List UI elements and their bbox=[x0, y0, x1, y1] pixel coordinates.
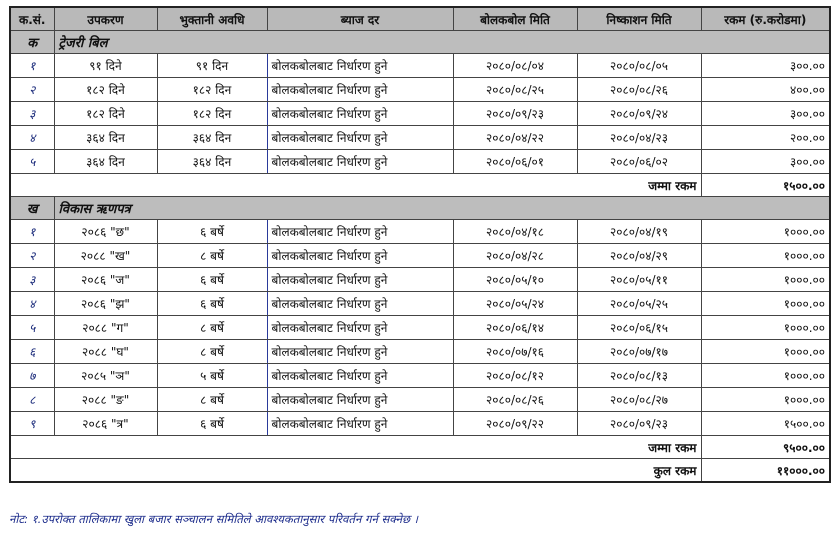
cell-term: ३६४ दिन bbox=[157, 150, 267, 174]
cell-term: ६ बर्षे bbox=[157, 292, 267, 316]
cell-auction-date: २०८०/०५/२४ bbox=[453, 292, 577, 316]
cell-term: ८ बर्षे bbox=[157, 244, 267, 268]
table-row bbox=[10, 388, 830, 412]
cell-interest-rate: बोलकबोलबाट निर्धारण हुने bbox=[267, 150, 453, 174]
table-row bbox=[10, 150, 830, 174]
cell-interest-rate: बोलकबोलबाट निर्धारण हुने bbox=[267, 244, 453, 268]
section-code: क bbox=[10, 31, 54, 54]
cell-interest-rate: बोलकबोलबाट निर्धारण हुने bbox=[267, 340, 453, 364]
cell-sn: २ bbox=[10, 244, 54, 268]
cell-term: ८ बर्षे bbox=[157, 388, 267, 412]
section-header-row bbox=[10, 31, 830, 54]
cell-instrument: २०८६ "त्र" bbox=[54, 412, 157, 436]
cell-amount: १०००.०० bbox=[701, 268, 830, 292]
cell-auction-date: २०८०/०४/२८ bbox=[453, 244, 577, 268]
section-code: ख bbox=[10, 197, 54, 220]
cell-sn: ४ bbox=[10, 292, 54, 316]
cell-term: १८२ दिन bbox=[157, 78, 267, 102]
table-row bbox=[10, 102, 830, 126]
cell-interest-rate: बोलकबोलबाट निर्धारण हुने bbox=[267, 220, 453, 244]
cell-issue-date: २०८०/०९/२४ bbox=[577, 102, 701, 126]
cell-interest-rate: बोलकबोलबाट निर्धारण हुने bbox=[267, 102, 453, 126]
cell-term: ५ बर्षे bbox=[157, 364, 267, 388]
cell-instrument: २०८८ "ङ" bbox=[54, 388, 157, 412]
cell-issue-date: २०८०/०४/२३ bbox=[577, 126, 701, 150]
cell-auction-date: २०८०/०६/१४ bbox=[453, 316, 577, 340]
cell-sn: ३ bbox=[10, 268, 54, 292]
table-row bbox=[10, 316, 830, 340]
cell-sn: ७ bbox=[10, 364, 54, 388]
grand-total-amount: ११०००.०० bbox=[701, 459, 830, 483]
cell-auction-date: २०८०/०५/१० bbox=[453, 268, 577, 292]
cell-sn: ९ bbox=[10, 412, 54, 436]
cell-amount: १०००.०० bbox=[701, 340, 830, 364]
cell-instrument: ३६४ दिन bbox=[54, 126, 157, 150]
cell-interest-rate: बोलकबोलबाट निर्धारण हुने bbox=[267, 316, 453, 340]
grand-total-row bbox=[10, 459, 830, 483]
header-row bbox=[10, 7, 830, 31]
cell-auction-date: २०८०/०४/१८ bbox=[453, 220, 577, 244]
cell-sn: ३ bbox=[10, 102, 54, 126]
cell-amount: ४००.०० bbox=[701, 78, 830, 102]
cell-sn: ५ bbox=[10, 150, 54, 174]
cell-term: १८२ दिन bbox=[157, 102, 267, 126]
cell-term: ३६४ दिन bbox=[157, 126, 267, 150]
auction-schedule-table bbox=[9, 6, 831, 483]
table-row bbox=[10, 340, 830, 364]
cell-instrument: २०८६ "ज" bbox=[54, 268, 157, 292]
cell-auction-date: २०८०/०९/२३ bbox=[453, 102, 577, 126]
cell-interest-rate: बोलकबोलबाट निर्धारण हुने bbox=[267, 388, 453, 412]
cell-issue-date: २०८०/०४/१९ bbox=[577, 220, 701, 244]
cell-issue-date: २०८०/०६/१५ bbox=[577, 316, 701, 340]
cell-amount: १०००.०० bbox=[701, 220, 830, 244]
cell-instrument: २०८८ "घ" bbox=[54, 340, 157, 364]
cell-instrument: १८२ दिने bbox=[54, 78, 157, 102]
subtotal-amount: १५००.०० bbox=[701, 174, 830, 197]
cell-amount: ३००.०० bbox=[701, 150, 830, 174]
cell-amount: १०००.०० bbox=[701, 364, 830, 388]
cell-issue-date: २०८०/०८/१३ bbox=[577, 364, 701, 388]
subtotal-row bbox=[10, 436, 830, 459]
cell-sn: ८ bbox=[10, 388, 54, 412]
cell-auction-date: २०८०/०६/०१ bbox=[453, 150, 577, 174]
cell-issue-date: २०८०/०५/२५ bbox=[577, 292, 701, 316]
cell-amount: १०००.०० bbox=[701, 388, 830, 412]
table-row bbox=[10, 292, 830, 316]
subtotal-label: जम्मा रकम bbox=[10, 436, 701, 459]
cell-amount: १०००.०० bbox=[701, 292, 830, 316]
cell-term: ८ बर्षे bbox=[157, 316, 267, 340]
header-auction-date: बोलकबोल मिति bbox=[453, 7, 577, 31]
cell-instrument: ३६४ दिन bbox=[54, 150, 157, 174]
cell-interest-rate: बोलकबोलबाट निर्धारण हुने bbox=[267, 292, 453, 316]
cell-term: ६ बर्षे bbox=[157, 412, 267, 436]
table-row bbox=[10, 412, 830, 436]
grand-total-label: कुल रकम bbox=[10, 459, 701, 483]
table-row bbox=[10, 364, 830, 388]
header-sn: क.सं. bbox=[10, 7, 54, 31]
cell-instrument: २०८६ "छ" bbox=[54, 220, 157, 244]
cell-interest-rate: बोलकबोलबाट निर्धारण हुने bbox=[267, 364, 453, 388]
cell-instrument: २०८५ "ञ" bbox=[54, 364, 157, 388]
cell-amount: २००.०० bbox=[701, 126, 830, 150]
cell-amount: ३००.०० bbox=[701, 102, 830, 126]
header-amount: रकम (रु.करोडमा) bbox=[701, 7, 830, 31]
cell-instrument: २०८६ "झ" bbox=[54, 292, 157, 316]
section-title: ट्रेजरी बिल bbox=[54, 31, 830, 54]
cell-sn: १ bbox=[10, 220, 54, 244]
cell-instrument: २०८८ "ख" bbox=[54, 244, 157, 268]
header-instrument: उपकरण bbox=[54, 7, 157, 31]
subtotal-row bbox=[10, 174, 830, 197]
cell-interest-rate: बोलकबोलबाट निर्धारण हुने bbox=[267, 126, 453, 150]
table-row bbox=[10, 54, 830, 78]
subtotal-label: जम्मा रकम bbox=[10, 174, 701, 197]
cell-issue-date: २०८०/०६/०२ bbox=[577, 150, 701, 174]
cell-sn: २ bbox=[10, 78, 54, 102]
cell-term: ९१ दिन bbox=[157, 54, 267, 78]
section-title: विकास ऋणपत्र bbox=[54, 197, 830, 220]
table-row bbox=[10, 126, 830, 150]
cell-instrument: ९१ दिने bbox=[54, 54, 157, 78]
cell-issue-date: २०८०/०५/११ bbox=[577, 268, 701, 292]
footnote: नोट: १.उपरोक्त तालिकामा खुला बजार सञ्चालन समितिले आवश्यकतानुसार परिवर्तन गर्न सक्नेछ । bbox=[9, 512, 419, 526]
cell-amount: १५००.०० bbox=[701, 412, 830, 436]
table-row bbox=[10, 78, 830, 102]
cell-amount: ३००.०० bbox=[701, 54, 830, 78]
table-body bbox=[10, 31, 830, 483]
cell-issue-date: २०८०/०८/२६ bbox=[577, 78, 701, 102]
cell-issue-date: २०८०/०९/२३ bbox=[577, 412, 701, 436]
cell-auction-date: २०८०/०४/२२ bbox=[453, 126, 577, 150]
cell-term: ८ बर्षे bbox=[157, 340, 267, 364]
subtotal-amount: ९५००.०० bbox=[701, 436, 830, 459]
cell-issue-date: २०८०/०८/०५ bbox=[577, 54, 701, 78]
cell-sn: १ bbox=[10, 54, 54, 78]
table-row bbox=[10, 244, 830, 268]
cell-auction-date: २०८०/०८/२५ bbox=[453, 78, 577, 102]
cell-instrument: १८२ दिने bbox=[54, 102, 157, 126]
header-interest-rate: ब्याज दर bbox=[267, 7, 453, 31]
cell-issue-date: २०८०/०८/२७ bbox=[577, 388, 701, 412]
cell-term: ६ बर्षे bbox=[157, 268, 267, 292]
cell-instrument: २०८८ "ग" bbox=[54, 316, 157, 340]
cell-auction-date: २०८०/०७/१६ bbox=[453, 340, 577, 364]
table-row bbox=[10, 220, 830, 244]
cell-interest-rate: बोलकबोलबाट निर्धारण हुने bbox=[267, 78, 453, 102]
section-header-row bbox=[10, 197, 830, 220]
cell-auction-date: २०८०/०८/१२ bbox=[453, 364, 577, 388]
cell-term: ६ बर्षे bbox=[157, 220, 267, 244]
cell-issue-date: २०८०/०४/२९ bbox=[577, 244, 701, 268]
header-term: भुक्तानी अवधि bbox=[157, 7, 267, 31]
cell-amount: १०००.०० bbox=[701, 316, 830, 340]
cell-auction-date: २०८०/०९/२२ bbox=[453, 412, 577, 436]
cell-sn: ४ bbox=[10, 126, 54, 150]
header-issue-date: निष्काशन मिति bbox=[577, 7, 701, 31]
cell-auction-date: २०८०/०८/०४ bbox=[453, 54, 577, 78]
cell-interest-rate: बोलकबोलबाट निर्धारण हुने bbox=[267, 268, 453, 292]
cell-amount: १०००.०० bbox=[701, 244, 830, 268]
cell-sn: ५ bbox=[10, 316, 54, 340]
cell-auction-date: २०८०/०८/२६ bbox=[453, 388, 577, 412]
cell-interest-rate: बोलकबोलबाट निर्धारण हुने bbox=[267, 412, 453, 436]
table-row bbox=[10, 268, 830, 292]
cell-sn: ६ bbox=[10, 340, 54, 364]
cell-issue-date: २०८०/०७/१७ bbox=[577, 340, 701, 364]
cell-interest-rate: बोलकबोलबाट निर्धारण हुने bbox=[267, 54, 453, 78]
